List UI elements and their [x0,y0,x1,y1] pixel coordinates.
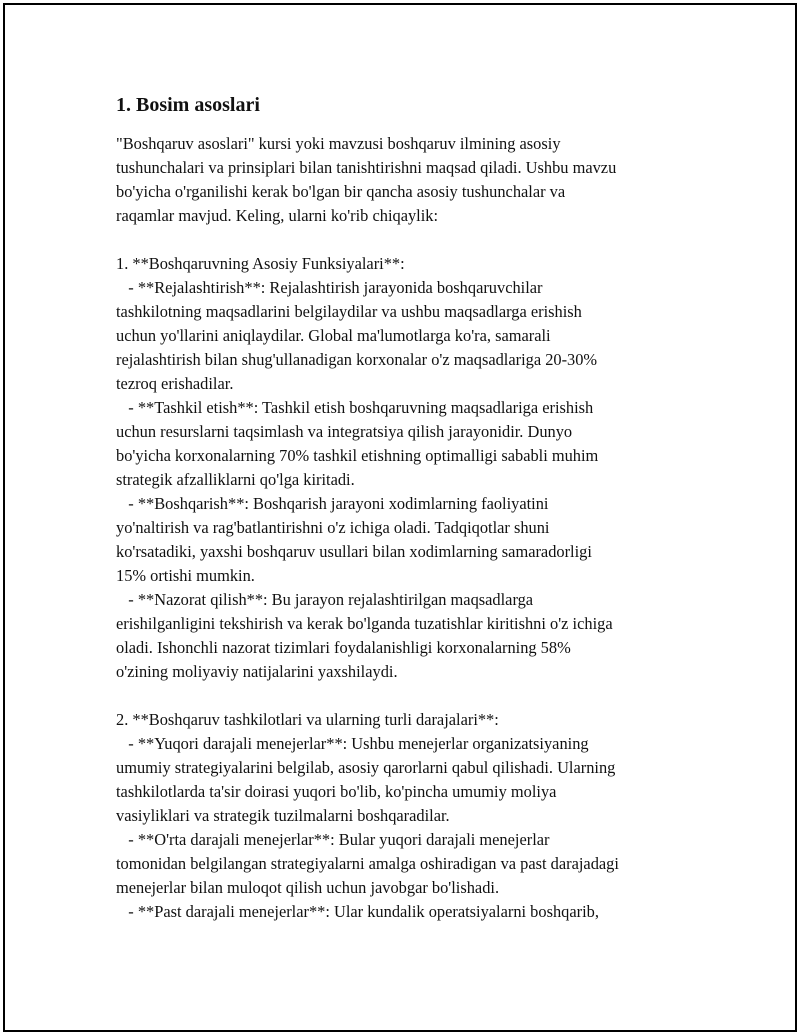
text-line: tashkilotlarda ta'sir doirasi yuqori bo'lib, ko'pincha umumiy moliya [116,782,557,801]
text-line: erishilganligini tekshirish va kerak bo'lganda tuzatishlar kiritishni o'z ichiga [116,614,613,633]
blank-line [116,684,686,708]
text-line: - **Past darajali menejerlar**: Ular kundalik operatsiyalarni boshqarib, [116,902,599,921]
text-line: bo'yicha korxonalarning 70% tashkil etishning optimalligi sababli muhim [116,446,599,465]
text-line: tushunchalari va prinsiplari bilan tanishtirishni maqsad qiladi. Ushbu mavzu [116,158,617,177]
text-line: - **Nazorat qilish**: Bu jarayon rejalashtirilgan maqsadlarga [116,590,534,609]
text-line: bo'yicha o'rganilishi kerak bo'lgan bir qancha asosiy tushunchalar va [116,182,566,201]
text-line: 15% ortishi mumkin. [116,566,255,585]
text-line: uchun resurslarni taqsimlash va integratsiya qilish jarayonidir. Dunyo [116,422,573,441]
text-line: o'zining moliyaviy natijalarini yaxshilaydi. [116,662,398,681]
text-line: - **Yuqori darajali menejerlar**: Ushbu menejerlar organizatsiyaning [116,734,589,753]
text-line: menejerlar bilan muloqot qilish uchun javobgar bo'lishadi. [116,878,500,897]
text-line: 1. **Boshqaruvning Asosiy Funksiyalari**: [116,254,405,273]
text-line: - **O'rta darajali menejerlar**: Bular yuqori darajali menejerlar [116,830,550,849]
text-line: oladi. Ishonchli nazorat tizimlari foydalanishligi korxonalarning 58% [116,638,571,657]
body-text [116,132,686,924]
text-line: - **Tashkil etish**: Tashkil etish boshqaruvning maqsadlariga erishish [116,398,594,417]
text-line: 2. **Boshqaruv tashkilotlari va ularning turli darajalari**: [116,710,499,729]
text-line: ko'rsatadiki, yaxshi boshqaruv usullari bilan xodimlarning samaradorligi [116,542,592,561]
text-line: yo'naltirish va rag'batlantirishni o'z ichiga oladi. Tadqiqotlar shuni [116,518,550,537]
text-line: uchun yo'llarini aniqlaydilar. Global ma'lumotlarga ko'ra, samarali [116,326,551,345]
document-body [116,92,686,924]
text-line: - **Rejalashtirish**: Rejalashtirish jarayonida boshqaruvchilar [116,278,543,297]
text-line: vasiyliklari va strategik tuzilmalarni boshqaradilar. [116,806,450,825]
text-line: - **Boshqarish**: Boshqarish jarayoni xodimlarning faoliyatini [116,494,549,513]
blank-line [116,228,686,252]
text-line: tomonidan belgilangan strategiyalarni amalga oshiradigan va past darajadagi [116,854,619,873]
text-line: strategik afzalliklarni qo'lga kiritadi. [116,470,355,489]
text-line: tezroq erishadilar. [116,374,234,393]
text-line: "Boshqaruv asoslari" kursi yoki mavzusi boshqaruv ilmining asosiy [116,134,561,153]
text-line: rejalashtirish bilan shug'ullanadigan korxonalar o'z maqsadlariga 20-30% [116,350,598,369]
text-line: raqamlar mavjud. Keling, ularni ko'rib chiqaylik: [116,206,439,225]
text-line: tashkilotning maqsadlarini belgilaydilar va ushbu maqsadlarga erishish [116,302,582,321]
text-line: umumiy strategiyalarini belgilab, asosiy qarorlarni qabul qilishadi. Ularning [116,758,616,777]
section-heading: 1. Bosim asoslari [116,94,260,116]
